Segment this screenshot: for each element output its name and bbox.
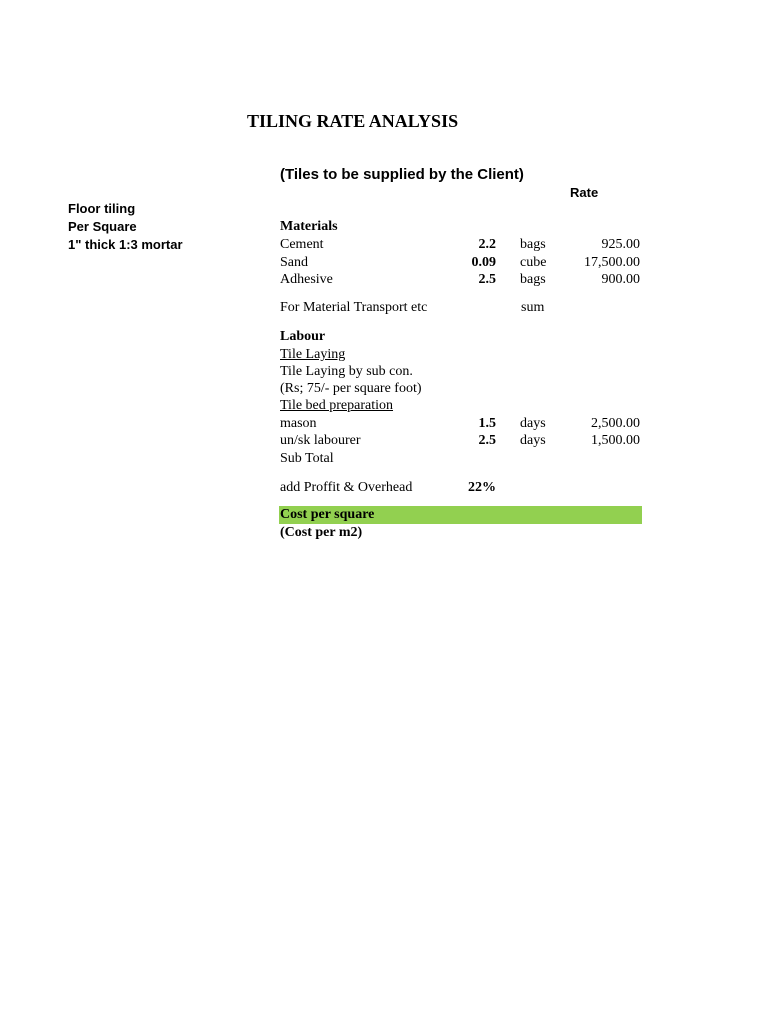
- cost-per-square: Cost per square: [280, 507, 375, 522]
- page-subtitle: (Tiles to be supplied by the Client): [280, 166, 524, 183]
- material-item-adhesive: Adhesive: [280, 272, 333, 287]
- labour-qty-labourer: 2.5: [478, 433, 496, 448]
- labour-tile-laying: Tile Laying: [280, 347, 346, 362]
- materials-heading: Materials: [280, 219, 338, 234]
- material-qty-sand: 0.09: [471, 255, 496, 270]
- material-qty-cement: 2.2: [478, 237, 496, 252]
- material-transport-unit: sum: [521, 300, 545, 315]
- page-title: TILING RATE ANALYSIS: [247, 111, 459, 131]
- labour-sub-con: Tile Laying by sub con.: [280, 364, 413, 379]
- material-qty-adhesive: 2.5: [478, 272, 496, 287]
- labour-qty-mason: 1.5: [478, 416, 496, 431]
- labour-item-mason: mason: [280, 416, 317, 431]
- profit-value: 22%: [468, 480, 496, 495]
- labour-subtotal: Sub Total: [280, 451, 334, 466]
- material-transport-item: For Material Transport etc: [280, 300, 428, 315]
- labour-bed-prep: Tile bed preparation: [280, 398, 394, 413]
- left-label-per-square: Per Square: [68, 219, 137, 234]
- material-rate-adhesive: 900.00: [601, 272, 640, 287]
- labour-heading: Labour: [280, 329, 326, 344]
- material-item-sand: Sand: [280, 255, 308, 270]
- profit-label: add Proffit & Overhead: [280, 480, 413, 495]
- labour-rate-mason: 2,500.00: [591, 416, 640, 431]
- labour-unit-mason: days: [520, 416, 546, 431]
- material-unit-adhesive: bags: [520, 272, 546, 287]
- left-label-floor-tiling: Floor tiling: [68, 201, 136, 216]
- left-label-mortar: 1" thick 1:3 mortar: [68, 237, 183, 252]
- labour-unit-labourer: days: [520, 433, 546, 448]
- material-unit-cement: bags: [520, 237, 546, 252]
- material-rate-sand: 17,500.00: [584, 255, 640, 270]
- material-item-cement: Cement: [280, 237, 324, 252]
- material-unit-sand: cube: [520, 255, 547, 270]
- labour-item-labourer: un/sk labourer: [280, 433, 361, 448]
- rate-column-header: Rate: [570, 185, 599, 200]
- labour-sub-con-note: (Rs; 75/- per square foot): [280, 381, 422, 396]
- material-rate-cement: 925.00: [601, 237, 640, 252]
- cost-per-m2: (Cost per m2): [280, 525, 363, 540]
- labour-rate-labourer: 1,500.00: [591, 433, 640, 448]
